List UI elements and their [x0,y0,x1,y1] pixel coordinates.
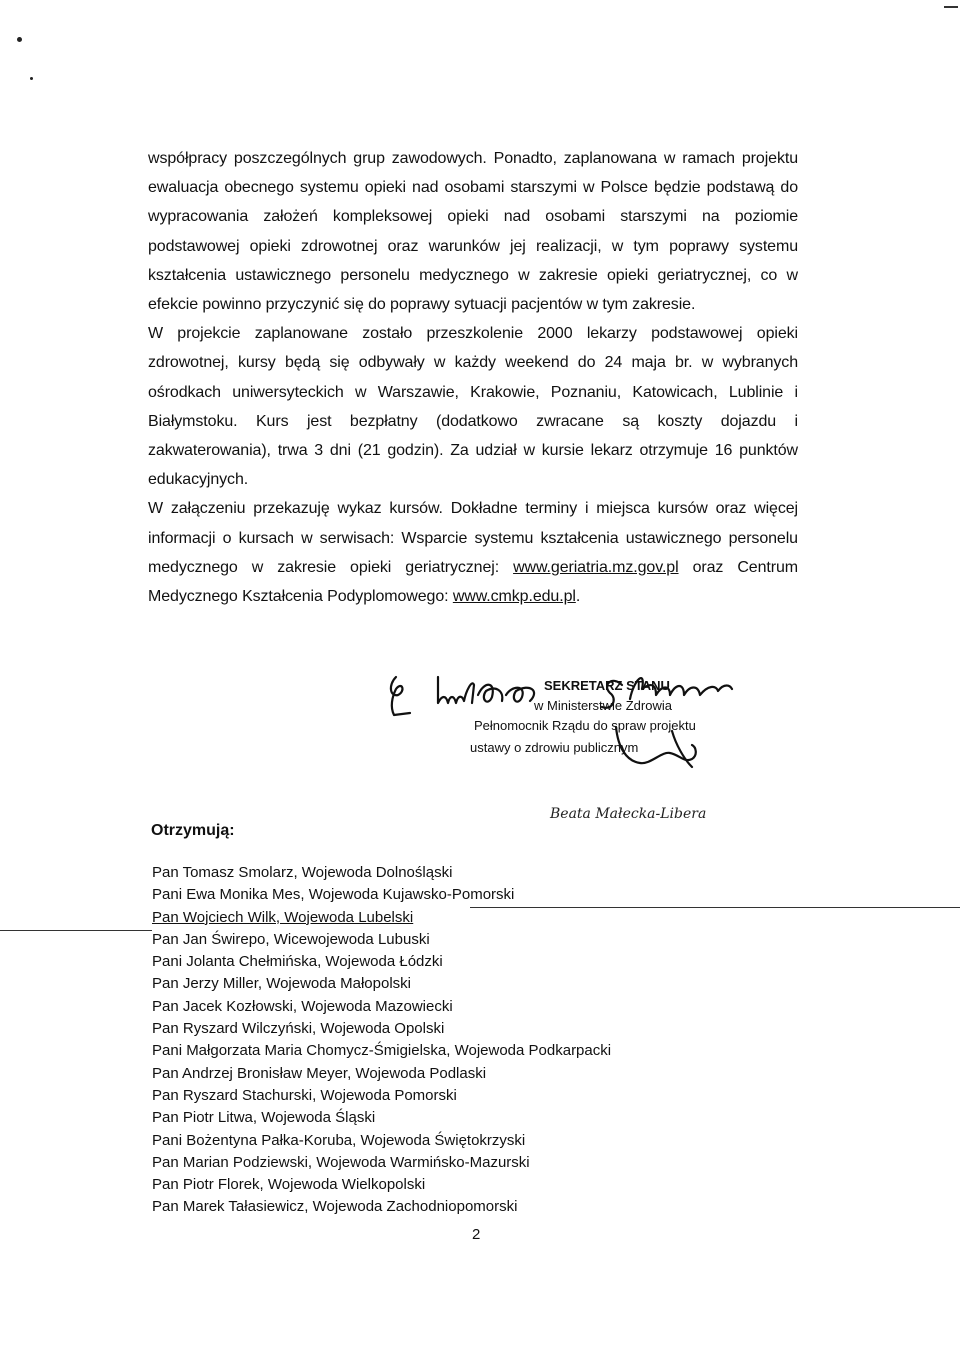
recipient-item: Pan Andrzej Bronisław Meyer, Wojewoda Podlaski [152,1064,487,1082]
recipient-item: Pan Jan Świrepo, Wicewojewoda Lubuski [152,930,430,948]
recipient-item: Pan Ryszard Wilczyński, Wojewoda Opolski [152,1020,445,1038]
stamp-role: Pełnomocnik Rządu do spraw projektu [474,718,696,733]
recipient-item: Pani Małgorzata Maria Chomycz-Śmigielska, Wojewoda Podkarpacki [152,1042,612,1060]
recipient-item: Pan Piotr Florek, Wojewoda Wielkopolski [152,1176,426,1194]
paragraph-attachment: W załączeniu przekazuję wykaz kursów. Dokładne terminy i miejsca kursów oraz więcej informacji o kursach w serwisach: Wsparcie systemu kształcenia ustawicznego personelu medycznego w zakresie opieki geriatrycznej: www.geriatria.mz.gov.pl oraz Centrum Medycznego Kształcenia Podyplomowego: www.cmkp.edu.pl. [148,500,798,606]
recipients-heading: Otrzymują: [151,822,235,839]
scan-mark [944,6,958,8]
recipient-item: Pan Ryszard Stachurski, Wojewoda Pomorski [152,1086,457,1104]
recipient-item: Pani Ewa Monika Mes, Wojewoda Kujawsko-Pomorski [152,886,515,904]
scan-speck [30,77,33,80]
recipient-item: Pan Wojciech Wilk, Wojewoda Lubelski [152,908,414,926]
paragraph-evaluation: współpracy poszczególnych grup zawodowych. Ponadto, zaplanowana w ramach projektu ewaluacja obecnego systemu opieki nad osobami starszymi w Polsce będzie podstawą do wypracowania założeń kompleksowej opieki nad osobami starszymi na poziomie podstawowej opieki zdrowotnej oraz warunków jej realizacji, w tym poprawy systemu kształcenia ustawicznego personelu medycznego w zakresie opieki geriatrycznej, co w efekcie powinno przyczynić się do poprawy sytuacji pacjentów w tym zakresie. [148,150,798,314]
signature-block [380,655,800,815]
recipient-item: Pan Piotr Litwa, Wojewoda Śląski [152,1109,376,1127]
scan-fold-line [0,930,152,931]
recipient-item: Pani Bożentyna Pałka-Koruba, Wojewoda Świętokrzyski [152,1131,526,1149]
paragraph-training: W projekcie zaplanowane zostało przeszkolenie 2000 lekarzy podstawowej opieki zdrowotnej, kursy będą się odbywały w każdy weekend do 24 maja br. w wybranych ośrodkach uniwersyteckich w Warszawie, Krakowie, Poznaniu, Katowicach, Lublinie i Białymstoku. Kurs jest bezpłatny (dodatkowo zwracane są koszty dojazdu i zakwaterowania), trwa 3 dni (21 godzin). Za udział w kursie lekarz otrzymuje 16 punktów edukacyjnych. [148,325,798,489]
recipient-item: Pan Jerzy Miller, Wojewoda Małopolski [152,975,411,993]
recipient-item: Pan Jacek Kozłowski, Wojewoda Mazowiecki [152,997,453,1015]
letter-body [148,144,798,611]
recipient-item: Pan Marek Tałasiewicz, Wojewoda Zachodniopomorski [152,1198,518,1216]
signer-name: Beata Małecka-Libera [550,806,707,822]
link-cmkp[interactable]: www.cmkp.edu.pl [452,588,576,606]
scan-fold-line [470,907,960,908]
handwritten-signature [380,655,800,805]
stamp-ministry: w Ministerstwie Zdrowia [534,698,672,713]
page-number: 2 [472,1226,481,1243]
stamp-role-cont: ustawy o zdrowiu publicznym [470,740,639,755]
link-geriatria[interactable]: www.geriatria.mz.gov.pl [513,558,679,576]
scan-speck [17,37,22,42]
recipients-list [152,862,611,1219]
recipient-item: Pan Marian Podziewski, Wojewoda Warmińsko-Mazurski [152,1153,530,1171]
recipient-item: Pani Jolanta Chełmińska, Wojewoda Łódzki [152,953,443,971]
recipient-item: Pan Tomasz Smolarz, Wojewoda Dolnośląski [152,864,453,881]
stamp-title: SEKRETARZ STANU [544,678,670,693]
